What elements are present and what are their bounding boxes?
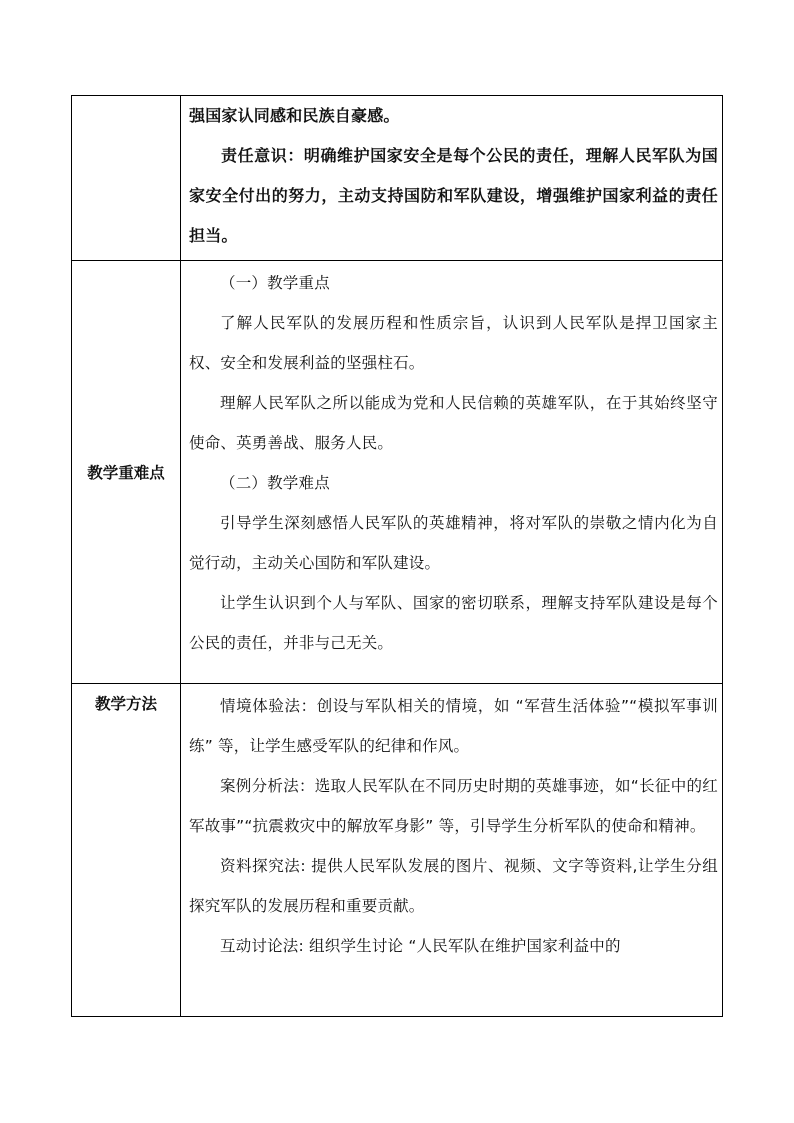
paragraph: 让学生认识到个人与军队、国家的密切联系，理解支持军队建设是每个公民的责任，并非与己无关。	[189, 594, 718, 652]
paragraph: 情境体验法：创设与军队相关的情境，如 “军营生活体验”“模拟军事训练” 等，让学生感受军队的纪律和作风。	[189, 697, 718, 755]
row-content-cell	[181, 96, 723, 261]
table-row-responsibility	[72, 96, 723, 261]
paragraph: 资料探究法: 提供人民军队发展的图片、视频、文字等资料,让学生分组探究军队的发展历程和重要贡献。	[189, 857, 718, 915]
section-heading: （二）教学难点	[220, 474, 330, 492]
paragraph: 责任意识：明确维护国家安全是每个公民的责任，理解人民军队为国家安全付出的努力，主动支持国防和军队建设，增强维护国家利益的责任担当。	[189, 146, 718, 245]
paragraph: 理解人民军队之所以能成为党和人民信赖的英雄军队，在于其始终坚守使命、英勇善战、服务人民。	[189, 394, 718, 452]
paragraph: 引导学生深刻感悟人民军队的英雄精神，将对军队的崇敬之情内化为自觉行动，主动关心国防和军队建设。	[189, 514, 718, 572]
section-heading: （一）教学重点	[220, 274, 330, 292]
paragraph: 强国家认同感和民族自豪感。	[189, 106, 400, 125]
table-row-teaching-methods	[72, 684, 723, 1017]
row-label: 教学方法	[94, 695, 157, 713]
row-content-cell	[181, 261, 723, 684]
row-label-cell	[72, 684, 181, 1017]
table-row-key-difficult-points	[72, 261, 723, 684]
paragraph: 案例分析法：选取人民军队在不同历史时期的英雄事迹，如“长征中的红军故事”“抗震救灾中的解放军身影” 等，引导学生分析军队的使命和精神。	[189, 777, 718, 835]
row-label-cell	[72, 96, 181, 261]
lesson-plan-table	[71, 95, 723, 1017]
row-label-cell	[72, 261, 181, 684]
row-label: 教学重难点	[87, 464, 165, 482]
paragraph: 互动讨论法: 组织学生讨论 “人民军队在维护国家利益中的	[220, 937, 621, 955]
row-content-cell	[181, 684, 723, 1017]
paragraph: 了解人民军队的发展历程和性质宗旨，认识到人民军队是捍卫国家主权、安全和发展利益的坚强柱石。	[189, 314, 718, 372]
